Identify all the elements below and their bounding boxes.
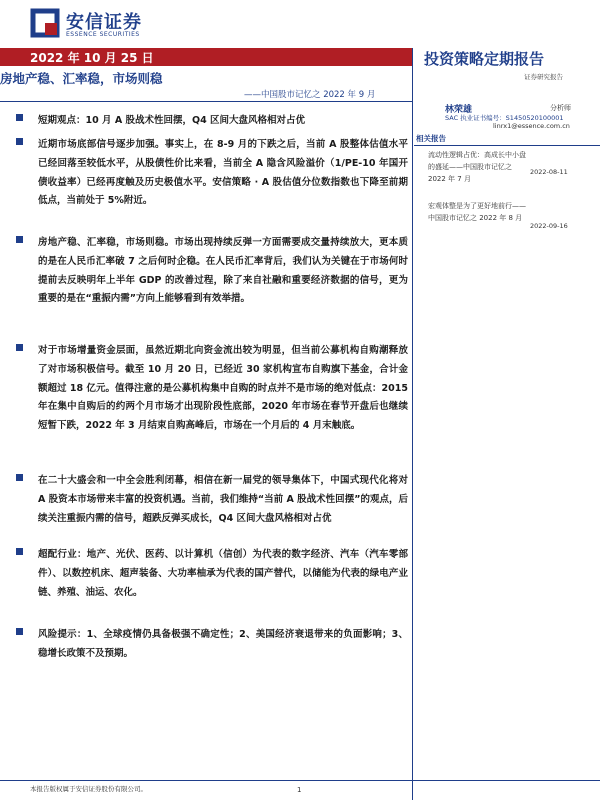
bullet-square-icon xyxy=(16,236,23,243)
column-divider xyxy=(412,48,413,800)
bullet-text: 房地产稳、汇率稳，市场则稳。市场出现持续反弹一方面需要成交量持续放大，更本质的是在人民币汇率破 7 之后何时企稳。在人民币汇率背后，我们认为关键在于市场何时提前去反映明年上半年 GDP 的改善过程，除了来自社融和重要经济数据的信号，更为重要的是在“重振内需”方向上能够看到有效举措。 xyxy=(38,237,408,305)
report-date: 2022 年 10 月 25 日 xyxy=(30,51,154,65)
report-subtitle: ——中国股市记忆之 2022 年 9 月 xyxy=(244,90,376,100)
bullet-text: 对于市场增量资金层面，虽然近期北向资金流出较为明显，但当前公募机构自购潮释放了对市场积极信号。截至 10 月 20 日，已经近 30 家机构宣布自购旗下基金，合计金额超过 18 亿元。值得注意的是公募机构集中自购的时点并不是市场的绝对低点：2015 年在集中自购后的约两个月市场才出现阶段性底部，2020 年市场在春节开盘后也继续短暂下跌，2022 年 3 月结束自购高峰后，市场在一个月后的 4 月末触底。 xyxy=(38,345,408,432)
analyst-sac-number: SAC 执业证书编号：S1450520100001 xyxy=(445,114,564,122)
bullet-text: 超配行业：地产、光伏、医药、以计算机（信创）为代表的数字经济、汽车（汽车零部件）、以数控机床、超声装备、大功率柚承为代表的国产替代，以储能为代表的绿电产业链、养殖、油运、农化。 xyxy=(38,549,408,598)
analyst-name: 林荣雄 xyxy=(445,105,473,115)
footer-divider xyxy=(0,780,600,781)
bullet-square-icon xyxy=(16,548,23,555)
related-divider xyxy=(414,145,600,146)
analyst-email[interactable]: linrx1@essence.com.cn xyxy=(493,122,570,130)
related-reports-title: 相关报告 xyxy=(416,134,446,143)
related-report-date: 2022-09-16 xyxy=(530,222,568,230)
bullet-square-icon xyxy=(16,138,23,145)
bullet-square-icon xyxy=(16,474,23,481)
related-report-date: 2022-08-11 xyxy=(530,168,568,176)
bullet-text: 近期市场底部信号逐步加强。事实上，在 8-9 月的下跌之后，当前 A 股整体估值水平已经回落至较低水平，从股债性价比来看，当前全 A 隐含风险溢价（1/PE-10 年国开债收益率）已经再度触及历史极值水平。安信策略 · A 股估值分位数指数也下降至前期低点，当前处于 5%附近。 xyxy=(38,139,408,207)
page-number: 1 xyxy=(297,786,302,794)
analyst-role: 分析师 xyxy=(550,104,571,112)
logo-name-en: ESSENCE SECURITIES xyxy=(66,31,140,38)
bullet-square-icon xyxy=(16,628,23,635)
report-subtype: 证券研究报告 xyxy=(524,73,563,81)
logo-name-cn: 安信证券 xyxy=(66,12,142,33)
bullet-text: 风险提示：1、全球疫情仍具备极强不确定性；2、美国经济衰退带来的负面影响；3、稳增长政策不及预期。 xyxy=(38,629,408,659)
report-type: 投资策略定期报告 xyxy=(424,50,545,68)
bullet-text: 在二十大盛会和一中全会胜利闭幕，相信在新一届党的领导集体下，中国式现代化将对 A 股资本市场带来丰富的投资机遇。当前，我们维持“当前 A 股战术性回摆”的观点，后续关注重振内需的信号，超跌反弹买成长，Q4 区间大盘风格相对占优 xyxy=(38,475,408,524)
bullet-text: 短期观点：10 月 A 股战术性回摆，Q4 区间大盘风格相对占优 xyxy=(38,115,305,126)
company-logo xyxy=(30,6,200,46)
related-report-title[interactable]: 流动性逻辑占优：高成长中小盘的盛延——中国股市记忆之 2022 年 7 月 xyxy=(428,151,526,183)
header-divider xyxy=(0,101,412,102)
report-title: 房地产稳、汇率稳，市场则稳 xyxy=(0,71,163,86)
footer-copyright: 本报告版权属于安信证券股份有限公司。 xyxy=(30,785,147,793)
bullet-square-icon xyxy=(16,114,23,121)
logo-mark-icon xyxy=(30,8,60,38)
related-report-title[interactable]: 宏观体整是为了更好地前行——中国股市记忆之 2022 年 8 月 xyxy=(428,202,526,222)
bullet-square-icon xyxy=(16,344,23,351)
